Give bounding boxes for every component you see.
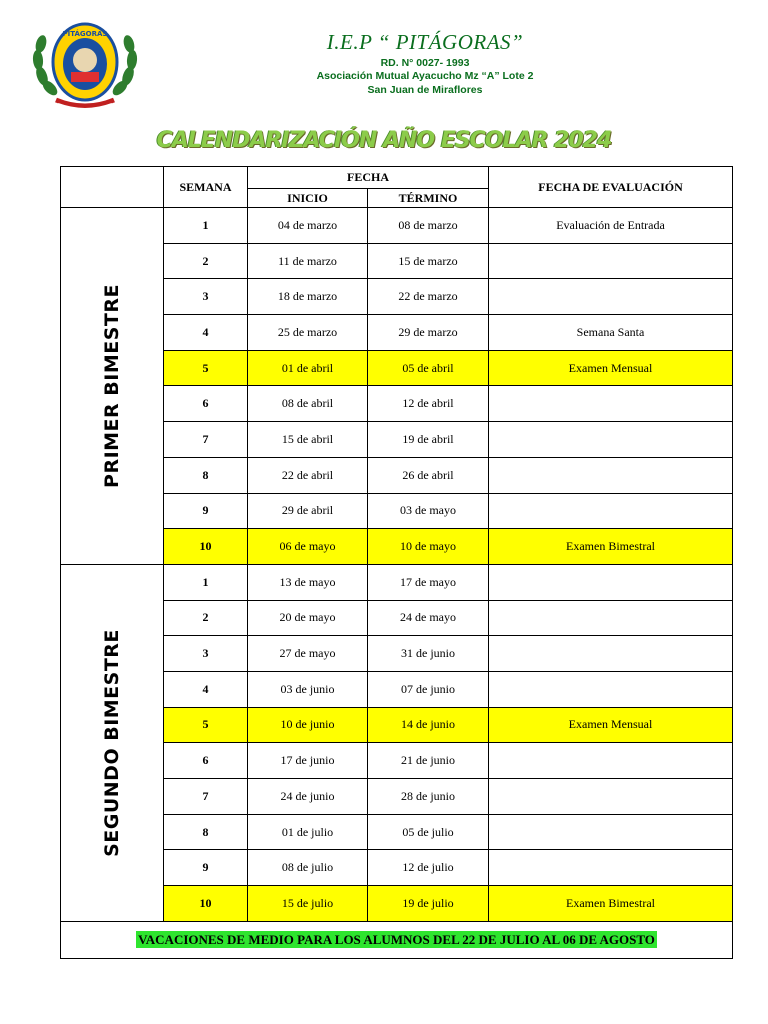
evaluation-note: Examen Bimestral: [489, 886, 733, 922]
start-date: 06 de mayo: [248, 529, 368, 565]
vacation-notice-cell: [61, 921, 733, 958]
start-date: 25 de marzo: [248, 315, 368, 351]
start-date: 20 de mayo: [248, 600, 368, 636]
table-row: [61, 564, 733, 600]
start-date: 27 de mayo: [248, 636, 368, 672]
school-district: San Juan de Miraflores: [367, 84, 483, 96]
semana-header: SEMANA: [164, 167, 248, 208]
week-number: 2: [164, 600, 248, 636]
start-date: 03 de junio: [248, 671, 368, 707]
evaluation-note: Semana Santa: [489, 315, 733, 351]
week-number: 8: [164, 457, 248, 493]
week-number: 6: [164, 743, 248, 779]
school-name: I.E.P “ PITÁGORAS”: [326, 30, 524, 54]
start-date: 01 de abril: [248, 350, 368, 386]
start-date: 11 de marzo: [248, 243, 368, 279]
end-date: 24 de mayo: [368, 600, 489, 636]
week-number: 7: [164, 422, 248, 458]
end-date: 08 de marzo: [368, 208, 489, 244]
start-date: 08 de julio: [248, 850, 368, 886]
resolution-number: RD. N° 0027- 1993: [380, 57, 470, 69]
end-date: 05 de abril: [368, 350, 489, 386]
calendar-body: [61, 208, 733, 922]
start-date: 08 de abril: [248, 386, 368, 422]
end-date: 19 de abril: [368, 422, 489, 458]
week-number: 3: [164, 279, 248, 315]
evaluation-note: Examen Mensual: [489, 350, 733, 386]
start-date: 17 de junio: [248, 743, 368, 779]
evaluation-note: [489, 243, 733, 279]
start-date: 01 de julio: [248, 814, 368, 850]
evaluation-note: [489, 671, 733, 707]
evaluation-note: [489, 779, 733, 815]
calendar-table: [60, 166, 733, 959]
end-date: 03 de mayo: [368, 493, 489, 529]
start-date: 18 de marzo: [248, 279, 368, 315]
end-date: 07 de junio: [368, 671, 489, 707]
inicio-header: INICIO: [248, 189, 368, 208]
end-date: 19 de julio: [368, 886, 489, 922]
school-address: Asociación Mutual Ayacucho Mz “A” Lote 2: [316, 70, 534, 82]
evaluation-note: [489, 493, 733, 529]
end-date: 21 de junio: [368, 743, 489, 779]
week-number: 4: [164, 671, 248, 707]
start-date: 04 de marzo: [248, 208, 368, 244]
start-date: 13 de mayo: [248, 564, 368, 600]
start-date: 22 de abril: [248, 457, 368, 493]
evaluation-note: [489, 279, 733, 315]
week-number: 10: [164, 886, 248, 922]
end-date: 15 de marzo: [368, 243, 489, 279]
evaluation-note: [489, 743, 733, 779]
week-number: 5: [164, 707, 248, 743]
end-date: 05 de julio: [368, 814, 489, 850]
end-date: 12 de julio: [368, 850, 489, 886]
termino-header: TÉRMINO: [368, 189, 489, 208]
bimester-label: PRIMER BIMESTRE: [101, 283, 123, 488]
start-date: 24 de junio: [248, 779, 368, 815]
evaluation-note: [489, 386, 733, 422]
week-number: 2: [164, 243, 248, 279]
evaluation-note: [489, 850, 733, 886]
week-number: 1: [164, 208, 248, 244]
table-row: [61, 208, 733, 244]
evaluacion-header: FECHA DE EVALUACIÓN: [489, 167, 733, 208]
week-number: 5: [164, 350, 248, 386]
end-date: 28 de junio: [368, 779, 489, 815]
end-date: 10 de mayo: [368, 529, 489, 565]
start-date: 15 de abril: [248, 422, 368, 458]
week-number: 9: [164, 850, 248, 886]
start-date: 15 de julio: [248, 886, 368, 922]
week-number: 6: [164, 386, 248, 422]
start-date: 10 de junio: [248, 707, 368, 743]
week-number: 8: [164, 814, 248, 850]
end-date: 14 de junio: [368, 707, 489, 743]
end-date: 12 de abril: [368, 386, 489, 422]
evaluation-note: [489, 636, 733, 672]
end-date: 26 de abril: [368, 457, 489, 493]
evaluation-note: [489, 564, 733, 600]
evaluation-note: [489, 814, 733, 850]
fecha-header: FECHA: [248, 167, 489, 189]
end-date: 31 de junio: [368, 636, 489, 672]
week-number: 7: [164, 779, 248, 815]
bimester-cell: [61, 564, 164, 921]
end-date: 17 de mayo: [368, 564, 489, 600]
evaluation-note: Examen Mensual: [489, 707, 733, 743]
evaluation-note: [489, 600, 733, 636]
bimester-label: SEGUNDO BIMESTRE: [101, 628, 123, 857]
logo-text: PITÁGORAS: [62, 30, 108, 38]
end-date: 29 de marzo: [368, 315, 489, 351]
week-number: 3: [164, 636, 248, 672]
week-number: 4: [164, 315, 248, 351]
evaluation-note: Evaluación de Entrada: [489, 208, 733, 244]
calendar-title: CALENDARIZACIÓN AÑO ESCOLAR 2024: [156, 128, 612, 153]
evaluation-note: [489, 457, 733, 493]
evaluation-note: [489, 422, 733, 458]
week-number: 1: [164, 564, 248, 600]
end-date: 22 de marzo: [368, 279, 489, 315]
week-number: 10: [164, 529, 248, 565]
evaluation-note: Examen Bimestral: [489, 529, 733, 565]
week-number: 9: [164, 493, 248, 529]
bimester-header-blank: [61, 167, 164, 208]
start-date: 29 de abril: [248, 493, 368, 529]
school-crest-logo: [28, 16, 142, 112]
vacation-notice: VACACIONES DE MEDIO PARA LOS ALUMNOS DEL 22 DE JULIO AL 06 DE AGOSTO: [138, 931, 655, 947]
bimester-cell: [61, 208, 164, 565]
